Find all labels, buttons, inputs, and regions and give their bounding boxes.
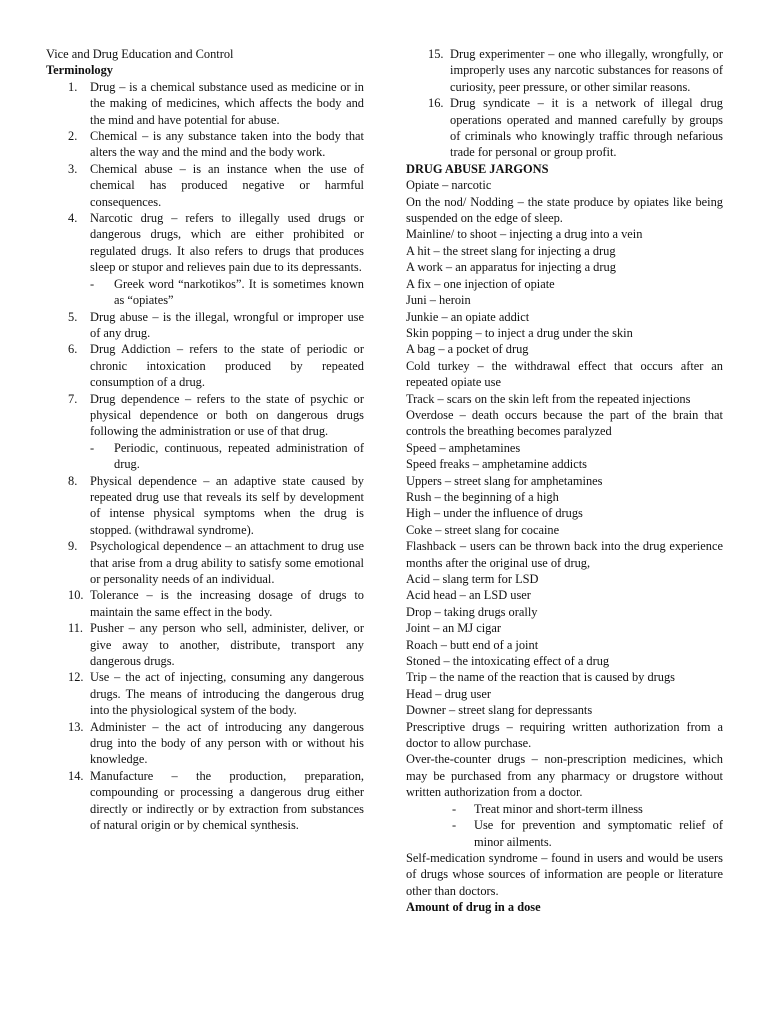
term-text: Drug experimenter – one who illegally, wrongfully, or improperly uses any narcotic substances for reasons of curiosity, peer pressure, or other similar reasons. — [450, 47, 723, 94]
jargon-entry: Coke – street slang for cocaine — [406, 522, 560, 537]
jargon-entry: Mainline/ to shoot – injecting a drug into a vein — [406, 227, 643, 242]
term-item — [46, 669, 364, 718]
term-sub-item — [90, 440, 364, 473]
jargon-entry: Junkie – an opiate addict — [406, 309, 530, 324]
term-text: Narcotic drug – refers to illegally used drugs or dangerous drugs, which are either prohibited or regulated drugs. It also refers to drugs that produces sleep or stupor and relieves pain due to its depressants. — [90, 211, 364, 275]
term-number: 8. — [68, 473, 78, 488]
self-medication-entry: Self-medication syndrome – found in users and would be users of drugs whose sources of information are people or literature other than doctors. — [406, 850, 723, 898]
term-sub-text: Periodic, continuous, repeated administration of drug. — [114, 440, 364, 472]
term-item — [46, 768, 364, 834]
term-item — [46, 210, 364, 308]
term-number: 16. — [428, 96, 444, 111]
term-item — [46, 161, 364, 210]
term-number: 2. — [68, 129, 78, 144]
term-number: 1. — [68, 79, 78, 94]
jargon-entry: Drop – taking drugs orally — [406, 604, 538, 619]
jargon-entry: Joint – an MJ cigar — [406, 621, 501, 636]
term-item — [46, 620, 364, 669]
term-text: Drug – is a chemical substance used as medicine or in the making of medicines, which affects the body and the mind and have potential for abuse. — [90, 79, 364, 127]
jargon-entry: Acid – slang term for LSD — [406, 572, 539, 586]
jargon-entry: Prescriptive drugs – requiring written authorization from a doctor to allow purchase. — [406, 719, 723, 751]
term-number: 14. — [68, 768, 84, 783]
jargon-entry: Cold turkey – the withdrawal effect that occurs after an repeated opiate use — [406, 358, 723, 390]
jargon-entry: Roach – butt end of a joint — [406, 637, 539, 652]
term-text: Drug abuse – is the illegal, wrongful or improper use of any drug. — [90, 309, 364, 340]
term-number: 4. — [68, 211, 78, 226]
term-sub-text: Greek word “narkotikos”. It is sometimes known as “opiates” — [114, 276, 364, 308]
term-text: Manufacture – the production, preparation, compounding or processing a dangerous drug either directly or indirectly or by extraction from substances of natural origin or by chemical synthesis. — [90, 768, 364, 833]
term-number: 15. — [428, 47, 444, 61]
jargon-entry: Juni – heroin — [406, 293, 471, 308]
term-item — [46, 309, 364, 342]
terminology-heading: Terminology — [46, 63, 114, 78]
term-number: 11. — [68, 621, 84, 636]
term-number: 5. — [68, 309, 78, 324]
jargon-entry: A hit – the street slang for injecting a drug — [406, 243, 616, 258]
jargon-entry: High – under the influence of drugs — [406, 506, 583, 521]
term-text: Drug syndicate – it is a network of illegal drug operations operated and manned carefully by groups of criminals who knowingly traffic through nefarious trade for personal or group profit. — [450, 96, 723, 160]
amount-heading: Amount of drug in a dose — [406, 900, 541, 915]
jargon-entry: Acid head – an LSD user — [406, 588, 531, 603]
terminology-list-continued — [406, 46, 723, 161]
jargon-entry: Trip – the name of the reaction that is caused by drugs — [406, 670, 675, 685]
terminology-list — [46, 79, 364, 834]
otc-bullet — [406, 817, 723, 850]
term-text: Psychological dependence – an attachment to drug use that arise from a drug ability to satisfy some emotional or personality needs of an individual. — [90, 539, 364, 586]
otc-bullet-text: Use for prevention and symptomatic relief of minor ailments. — [474, 818, 723, 849]
jargon-list — [406, 177, 723, 800]
jargon-entry: Speed freaks – amphetamine addicts — [406, 457, 587, 472]
term-text: Drug dependence – refers to the state of psychic or physical dependence or both on dangerous drugs following the administration or use of that drug. — [90, 391, 364, 439]
jargon-entry: Skin popping – to inject a drug under the skin — [406, 325, 633, 340]
jargon-entry: Speed – amphetamines — [406, 440, 521, 455]
dash-bullet: - — [90, 276, 95, 291]
term-item — [46, 719, 364, 768]
term-item — [46, 538, 364, 587]
jargon-entry: Uppers – street slang for amphetamines — [406, 473, 603, 488]
term-number: 13. — [68, 719, 84, 734]
term-item — [46, 128, 364, 161]
term-number: 10. — [68, 588, 84, 603]
term-item — [46, 587, 364, 620]
term-text: Drug Addiction – refers to the state of periodic or chronic intoxication produced by repeated consumption of a drug. — [90, 342, 364, 390]
jargon-entry: Track – scars on the skin left from the repeated injections — [406, 391, 691, 406]
dash-bullet: - — [452, 801, 457, 816]
term-number: 3. — [68, 161, 78, 176]
jargon-entry: A work – an apparatus for injecting a drug — [406, 260, 616, 275]
left-column — [46, 46, 364, 834]
term-item — [46, 391, 364, 473]
jargon-entry: Opiate – narcotic — [406, 178, 492, 193]
jargon-heading: DRUG ABUSE JARGONS — [406, 161, 549, 176]
term-sub-item — [90, 276, 364, 309]
term-number: 9. — [68, 539, 78, 554]
document-title: Vice and Drug Education and Control — [46, 47, 234, 61]
term-item — [406, 95, 723, 161]
jargon-entry: Overdose – death occurs because the part of the brain that controls the breathing becomes paralyzed — [406, 407, 723, 439]
jargon-entry: Head – drug user — [406, 686, 491, 701]
otc-bullet — [406, 801, 723, 817]
term-item — [46, 79, 364, 128]
jargon-entry: Over-the-counter drugs – non-prescription medicines, which may be purchased from any pharmacy or drugstore without written authorization from a doctor. — [406, 752, 723, 800]
jargon-entry: Stoned – the intoxicating effect of a drug — [406, 654, 610, 669]
otc-bullet-text: Treat minor and short-term illness — [474, 801, 643, 816]
jargon-entry: Downer – street slang for depressants — [406, 703, 593, 718]
jargon-entry: A bag – a pocket of drug — [406, 342, 529, 357]
jargon-entry: Rush – the beginning of a high — [406, 489, 559, 504]
term-text: Chemical – is any substance taken into the body that alters the way and the mind and the body work. — [90, 129, 364, 160]
term-number: 12. — [68, 670, 84, 685]
right-column — [406, 46, 723, 916]
dash-bullet: - — [452, 818, 457, 833]
term-text: Pusher – any person who sell, administer, deliver, or give away to another, distribute, transport any dangerous drugs. — [90, 621, 364, 669]
jargon-entry: On the nod/ Nodding – the state produce by opiates like being suspended on the edge of sleep. — [406, 194, 723, 226]
term-text: Tolerance – is the increasing dosage of drugs to maintain the same effect in the body. — [90, 588, 364, 619]
term-text: Use – the act of injecting, consuming any dangerous drugs. The means of introducing the dangerous drug into the physiological system of the body. — [90, 670, 364, 718]
jargon-entry: Flashback – users can be thrown back into the drug experience months after the original use of drug, — [406, 539, 723, 570]
term-item — [46, 473, 364, 539]
term-item — [46, 341, 364, 390]
term-number: 6. — [68, 342, 78, 357]
term-text: Administer – the act of introducing any dangerous drug into the body of any person with or without his knowledge. — [90, 719, 364, 767]
term-text: Physical dependence – an adaptive state caused by repeated drug use that reveals its self by development of intense physical symptoms when the drug is stopped. (withdrawal syndrome). — [90, 473, 364, 537]
dash-bullet: - — [90, 440, 95, 455]
term-text: Chemical abuse – is an instance when the use of chemical has produced negative or harmful consequences. — [90, 161, 364, 209]
jargon-entry: A fix – one injection of opiate — [406, 276, 555, 291]
term-number: 7. — [68, 391, 78, 406]
term-item — [406, 46, 723, 95]
